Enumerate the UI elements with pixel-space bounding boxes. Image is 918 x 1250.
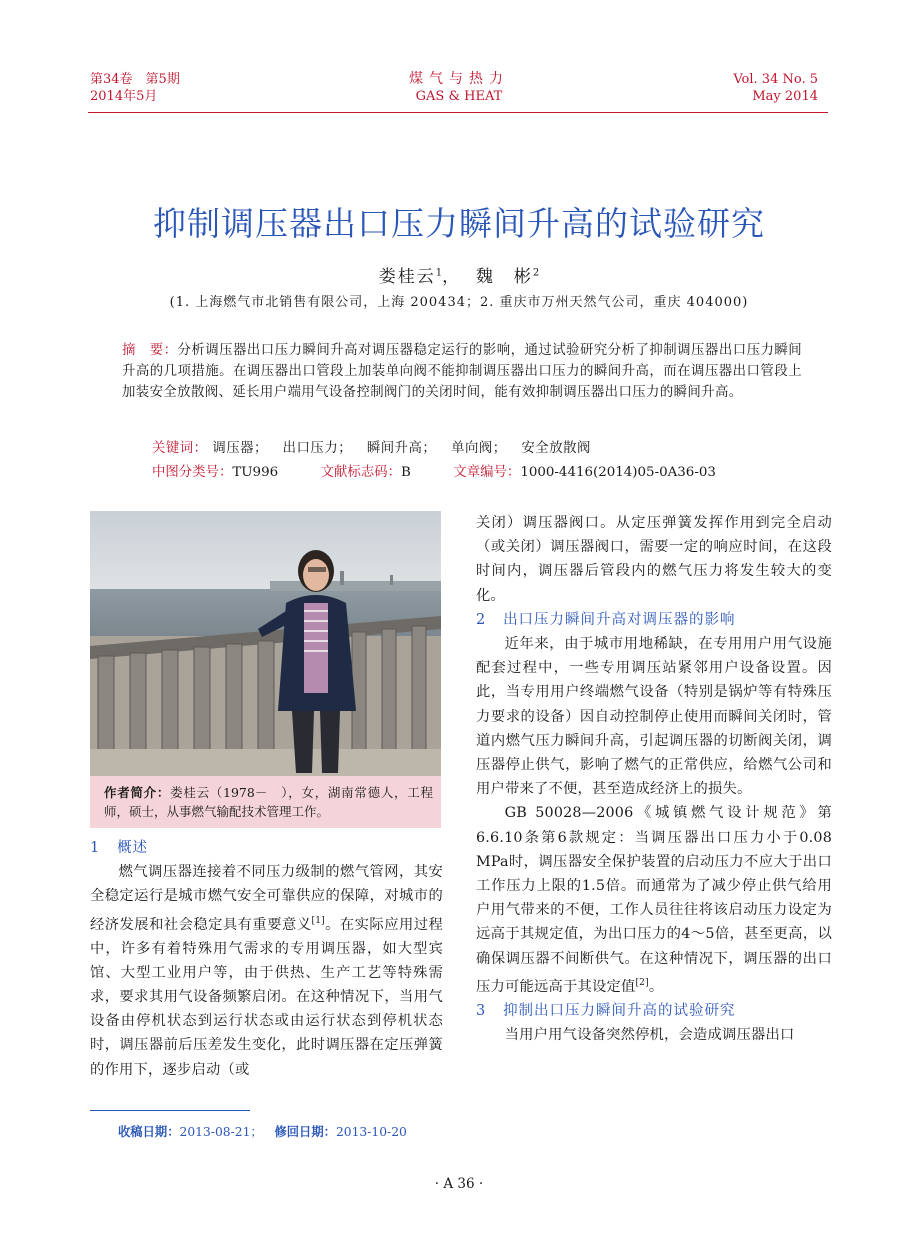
header-rule	[88, 112, 828, 113]
paragraph-text: 燃气调压器连接着不同压力级制的燃气管网，其安全稳定运行是城市燃气安全可靠供应的保障，对城市的经济发展和社会稳定具有重要意义	[90, 864, 443, 933]
section-number: 2	[476, 611, 487, 628]
keywords-label: 关键词：	[152, 441, 208, 456]
keyword: 安全放散阀	[521, 441, 591, 456]
keyword: 出口压力；	[282, 441, 353, 456]
date-cn: 2014年5月	[90, 89, 158, 104]
date-en: May 2014	[752, 89, 818, 104]
paragraph	[90, 860, 443, 1082]
paragraph	[476, 801, 832, 998]
paragraph-text: GB 50028—2006《城镇燃气设计规范》第6.6.10条第6款规定：当调压器出口压力小于0.08 MPa时，调压器安全保护装置的启动压力不应大于出口工作压力上限的1.5倍。而通常为了减少停止供气给用户用气带来的不便，工作人员往往将该启动压力设定为远高于其规定值，为出口压力的4～5倍，甚至更高，以确保调压器不间断供气。在这种情况下，调压器的出口压力可能远高于其设定值	[476, 805, 832, 995]
article-no-value: 1000-4416(2014)05-0A36-03	[520, 465, 716, 480]
journal-name-cn: 煤气与热力	[409, 71, 509, 87]
footnote-rule	[90, 1110, 250, 1111]
right-column	[476, 511, 832, 1047]
section-title: 概述	[117, 840, 149, 856]
journal-volume-en	[733, 71, 818, 105]
paragraph: 当用户用气设备突然停机，会造成调压器出口	[504, 1027, 795, 1044]
revised-date: 2013-10-20	[335, 1125, 407, 1139]
clc-label: 中图分类号：	[152, 465, 233, 480]
article-no-label: 文章编号：	[453, 465, 521, 480]
received-label: 收稿日期：	[118, 1124, 180, 1139]
received-dates	[118, 1122, 407, 1140]
author-photo-image	[90, 511, 441, 776]
author-1-affil: 1	[435, 267, 443, 279]
journal-name-en: GAS & HEAT	[415, 89, 503, 104]
keywords	[152, 437, 591, 456]
paper-title: 抑制调压器出口压力瞬间升高的试验研究	[153, 204, 765, 243]
keyword: 瞬间升高；	[366, 441, 437, 456]
author-bio-label: 作者简介：	[104, 785, 171, 800]
volume-issue-cn: 第34卷 第5期	[90, 72, 180, 87]
section-3-heading	[476, 999, 832, 1023]
author-bio-text: 娄桂云（1978－ ），女，湖南常德人，工程师，硕士，从事燃气输配技术管理工作。	[104, 785, 433, 819]
section-2-heading	[476, 608, 832, 632]
abstract-label: 摘 要：	[122, 343, 178, 358]
section-1-heading	[90, 836, 443, 860]
revised-label: 修回日期：	[274, 1124, 336, 1139]
left-column	[90, 836, 443, 1082]
affiliation: (1. 上海燃气市北销售有限公司，上海 200434；2. 重庆市万州天然气公司，重庆 404000)	[169, 295, 749, 310]
paragraph-text: 。	[648, 978, 664, 995]
keyword: 单向阀；	[451, 441, 507, 456]
section-title: 出口压力瞬间升高对调压器的影响	[503, 611, 736, 628]
abstract-text: 分析调压器出口压力瞬间升高对调压器稳定运行的影响，通过试验研究分析了抑制调压器出口压力瞬间升高的几项措施。在调压器出口管段上加装单向阀不能抑制调压器出口压力的瞬间升高，而在调压器出口管段上加装安全放散阀、延长用户端用气设备控制阀门的关闭时间，能有效抑制调压器出口压力的瞬间升高。	[122, 343, 803, 400]
abstract	[122, 340, 802, 403]
section-number: 3	[476, 1002, 487, 1019]
citation: [1]	[311, 915, 325, 926]
clc-value: TU996	[232, 465, 279, 480]
author-2: 魏 彬	[475, 267, 533, 287]
received-date: 2013-08-21；	[179, 1125, 263, 1139]
author-2-affil: 2	[532, 267, 540, 279]
page-number: · A 36 ·	[434, 1176, 484, 1192]
doc-code-label: 文献标志码：	[320, 465, 401, 480]
section-title: 抑制出口压力瞬间升高的试验研究	[503, 1002, 736, 1019]
paragraph: 关闭）调压器阀口。从定压弹簧发挥作用到完全启动（或关闭）调压器阀口，需要一定的响应时间，在这段时间内，调压器后管段内的燃气压力将发生较大的变化。	[476, 515, 832, 604]
paragraph: 近年来，由于城市用地稀缺，在专用用户用气设施配套过程中，一些专用调压站紧邻用户设备设置。因此，当专用用户终端燃气设备（特别是锅炉等有特殊压力要求的设备）因自动控制停止使用而瞬间关闭时，管道内燃气压力瞬间升高，引起调压器的切断阀关闭，调压器停止供气，影响了燃气的正常供应，给燃气公司和用户带来了不便，甚至造成经济上的损失。	[476, 636, 832, 798]
author-photo	[90, 511, 441, 776]
author-bio	[90, 776, 441, 828]
author-1: 娄桂云	[378, 267, 436, 287]
keyword: 调压器；	[212, 441, 268, 456]
paragraph-text: 。在实际应用过程中，许多有着特殊用气需求的专用调压器，如大型宾馆、大型工业用户等，由于供热、生产工艺等特殊需求，要求其用气设备频繁启闭。在这种情况下，当用气设备由停机状态到运行状态或由运行状态到停机状态时，调压器前后压差发生变化，此时调压器在定压弹簧的作用下，逐步启动（或	[90, 916, 443, 1078]
authors: 娄桂云$^1$， 魏 彬$^2$	[378, 267, 540, 287]
citation: [2]	[635, 977, 649, 988]
classification-line	[152, 461, 716, 480]
doc-code-value: B	[401, 465, 411, 480]
volume-issue-en: Vol. 34 No. 5	[733, 72, 818, 87]
section-number: 1	[90, 840, 101, 856]
